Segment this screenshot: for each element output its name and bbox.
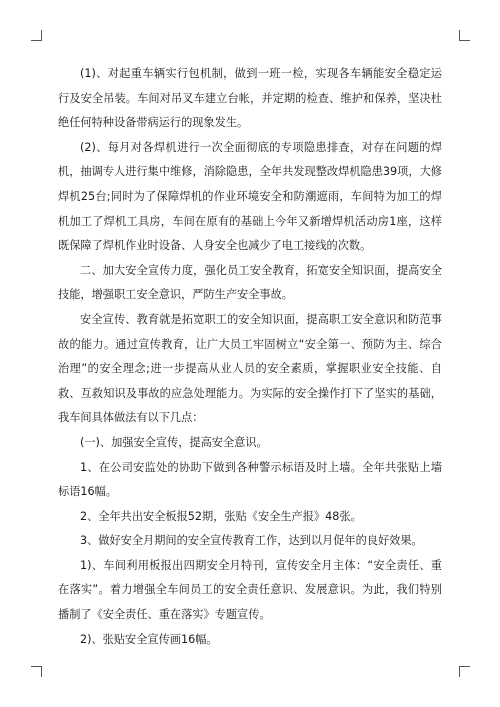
paragraph-section-one-heading: (一)、加强安全宣传，提高安全意识。 <box>80 435 268 449</box>
paragraph-safety-education: 安全宣传、教育就是拓宽职工的安全知识面，提高职工安全意识和防范事故的能力。通过宣传教育，让广大员工牢固树立“安全第一、预防为主、综合治理”的安全理念;进一步提高从业人员的安全素质，掌握职业安全技能、自救、互救知识及事故的应急处理能力。为实际的安全操作打下了坚实的基础，我车间具体做法有以下几点： <box>58 312 442 425</box>
crop-mark-top-right <box>459 30 470 41</box>
crop-mark-bottom-left <box>31 666 42 677</box>
paragraph-warning-slogans: 1、在公司安监处的协助下做到各种警示标语及时上墙。全年共张贴上墙标语16幅。 <box>58 460 442 499</box>
paragraph-safety-publicity-heading: 二、加大安全宣传力度，强化员工安全教育，拓宽安全知识面，提高安全技能，增强职工安全意识，严防生产安全事故。 <box>58 263 442 302</box>
document-body <box>58 62 442 652</box>
crop-mark-top-left <box>31 30 42 41</box>
crop-mark-bottom-right <box>459 666 470 677</box>
paragraph-crane-vehicle-contract: (1)、对起重车辆实行包机制，做到一班一检，实现各车辆能安全稳定运行及安全吊装。车间对吊叉车建立台帐，并定期的检查、维护和保养，坚决杜绝任何特种设备带病运行的现象发生。 <box>58 67 442 130</box>
paragraph-welder-inspection: (2)、每月对各焊机进行一次全面彻底的专项隐患排查，对存在问题的焊机，抽调专人进行集中维修，消除隐患，全年共发现整改焊机隐患39项，大修焊机25台;同时为了保障焊机的作业环境安全和防潮遮雨，车间特为加工的焊机加工了焊机工具房，车间在原有的基础上今年又新增焊机活动房1座，这样既保障了焊机作业时设备、人身安全也减少了电工接线的次数。 <box>58 140 442 253</box>
paragraph-safety-posters: 2)、张贴安全宣传画16幅。 <box>80 632 218 646</box>
paragraph-safety-month: 3、做好安全月期间的安全宣传教育工作，达到以月促年的良好效果。 <box>80 534 423 548</box>
paragraph-safety-boards: 2、全年共出安全板报52期，张贴《安全生产报》48张。 <box>80 509 362 523</box>
paragraph-safety-month-special: 1)、车间利用板报出四期安全月特刊，宣传安全月主体：“安全责任、重在落实”。着力增强全车间员工的安全责任意识、发展意识。为此，我们特别播制了《安全责任、重在落实》专题宣传。 <box>58 558 442 622</box>
